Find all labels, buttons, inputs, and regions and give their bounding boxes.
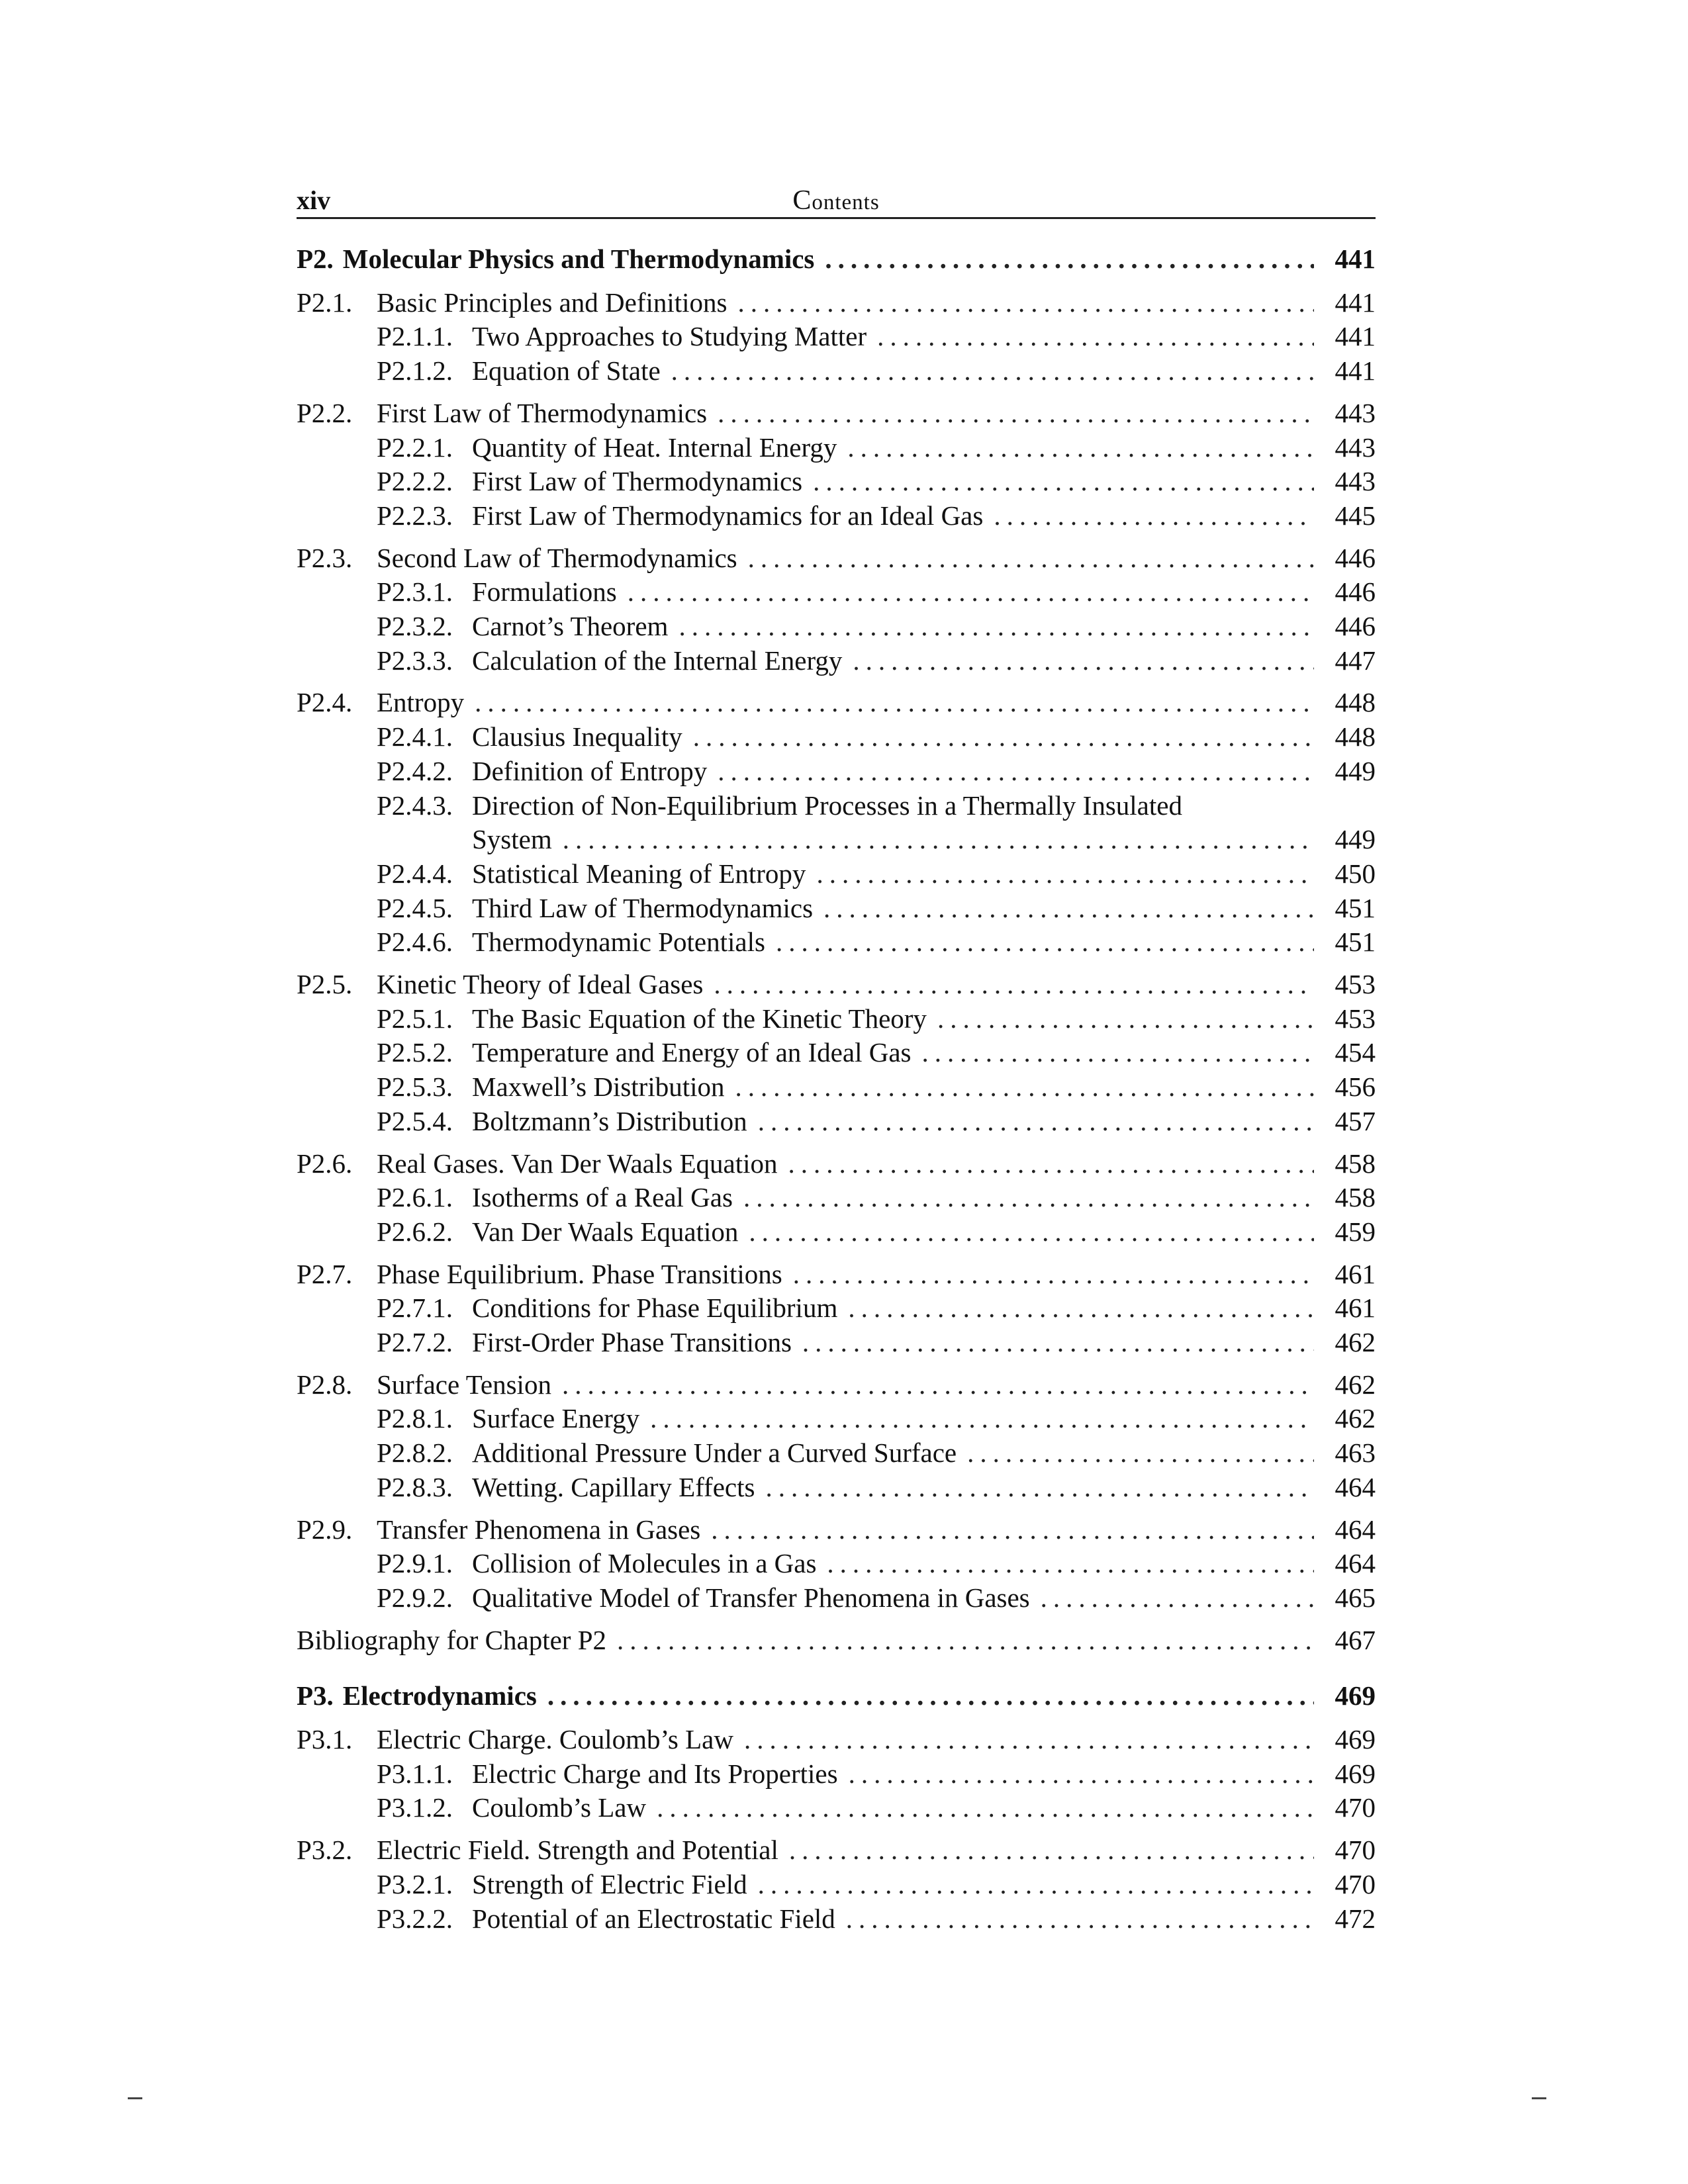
section-title: Electric Field. Strength and Potential (377, 1835, 778, 1866)
page-ref: 470 (1335, 1868, 1376, 1899)
toc-section[interactable] (297, 285, 1376, 320)
toc-section[interactable] (297, 1722, 1376, 1756)
subsection-number: P2.8.2. (377, 1437, 453, 1469)
subsection-title: Collision of Molecules in a Gas (472, 1548, 817, 1579)
subsection-number: P2.4.4. (377, 858, 453, 889)
subsection-number: P2.1.2. (377, 355, 453, 387)
leader-dots (718, 754, 1314, 788)
subsection-title: First Law of Thermodynamics for an Ideal Gas (472, 500, 984, 531)
page-ref: 464 (1335, 1548, 1376, 1579)
toc-subsection[interactable] (297, 430, 1376, 465)
subsection-title-continued: System (472, 824, 552, 855)
leader-dots (853, 643, 1314, 678)
toc-subsection[interactable] (297, 788, 1376, 823)
toc-subsection[interactable] (297, 1069, 1376, 1104)
subsection-title: Conditions for Phase Equilibrium (472, 1293, 838, 1324)
leader-dots (848, 1291, 1314, 1325)
section-title: Entropy (377, 687, 465, 718)
toc-subsection[interactable] (297, 643, 1376, 678)
leader-dots (789, 1833, 1314, 1867)
leader-dots (671, 353, 1314, 388)
leader-dots (793, 1257, 1314, 1291)
subsection-title: Boltzmann’s Distribution (472, 1105, 747, 1136)
subsection-title: Van Der Waals Equation (472, 1216, 739, 1247)
toc-section[interactable] (297, 1512, 1376, 1547)
subsection-number: P3.1.2. (377, 1792, 453, 1823)
running-head (297, 184, 1376, 219)
page-ref: 458 (1335, 1148, 1376, 1179)
page-ref: 461 (1335, 1293, 1376, 1324)
toc-subsection[interactable] (297, 1035, 1376, 1069)
bibliography-title: Bibliography for Chapter P2 (297, 1624, 607, 1655)
leader-dots (846, 1901, 1314, 1936)
toc-subsection[interactable] (297, 719, 1376, 754)
leader-dots (758, 1104, 1314, 1138)
subsection-number: P2.2.3. (377, 500, 453, 531)
leader-dots (718, 396, 1314, 430)
subsection-title: Wetting. Capillary Effects (472, 1471, 755, 1502)
toc-subsection[interactable] (297, 353, 1376, 388)
page-ref: 464 (1335, 1514, 1376, 1545)
toc-subsection[interactable] (297, 1790, 1376, 1825)
page-ref: 454 (1335, 1037, 1376, 1068)
page-ref: 446 (1335, 611, 1376, 641)
page-ref: 449 (1335, 824, 1376, 855)
section-title: Surface Tension (377, 1369, 551, 1400)
toc-subsection[interactable] (297, 1001, 1376, 1036)
subsection-title: Temperature and Energy of an Ideal Gas (472, 1037, 912, 1068)
leader-dots (693, 719, 1314, 754)
subsection-title: First Law of Thermodynamics (472, 466, 803, 497)
leader-dots (475, 685, 1314, 719)
subsection-number: P2.4.3. (377, 790, 453, 821)
page-ref: 441 (1335, 321, 1376, 352)
toc-subsection[interactable] (297, 319, 1376, 353)
subsection-title: Equation of State (472, 355, 661, 387)
subsection-number: P2.8.3. (377, 1471, 453, 1502)
page-ref: 470 (1335, 1835, 1376, 1866)
page-ref: 443 (1335, 466, 1376, 497)
leader-dots (802, 1325, 1314, 1359)
page-ref: 461 (1335, 1258, 1376, 1289)
page-ref: 445 (1335, 500, 1376, 531)
subsection-title: Direction of Non-Equilibrium Processes in a Thermally Insulated (472, 790, 1182, 821)
page-ref: 459 (1335, 1216, 1376, 1247)
page-ref: 446 (1335, 542, 1376, 573)
page-ref: 462 (1335, 1369, 1376, 1400)
leader-dots (744, 1722, 1314, 1756)
subsection-title: Isotherms of a Real Gas (472, 1182, 733, 1213)
leader-dots (788, 1146, 1314, 1181)
subsection-number: P3.1.1. (377, 1758, 453, 1789)
subsection-number: P2.5.1. (377, 1003, 453, 1034)
toc-subsection[interactable] (297, 464, 1376, 498)
toc-bibliography[interactable] (297, 1623, 1376, 1657)
section-title: First Law of Thermodynamics (377, 397, 708, 428)
toc-section[interactable] (297, 1367, 1376, 1402)
page-ref: 443 (1335, 432, 1376, 463)
chapter-title: Electrodynamics (342, 1680, 537, 1711)
subsection-title: Coulomb’s Law (472, 1792, 647, 1823)
page-ref: 470 (1335, 1792, 1376, 1823)
toc-subsection[interactable] (297, 609, 1376, 643)
subsection-title: Maxwell’s Distribution (472, 1071, 725, 1103)
toc-subsection[interactable] (297, 1546, 1376, 1580)
subsection-number: P2.8.1. (377, 1403, 453, 1434)
page-ref: 467 (1335, 1624, 1376, 1655)
toc-section[interactable] (297, 1257, 1376, 1291)
subsection-number: P2.6.2. (377, 1216, 453, 1247)
crop-mark-right (1532, 2097, 1546, 2099)
leader-dots (827, 1546, 1314, 1580)
page-ref: 441 (1335, 244, 1376, 274)
toc-subsection[interactable] (297, 1756, 1376, 1791)
chapter-number: P3. (297, 1680, 334, 1711)
page-ref: 465 (1335, 1582, 1376, 1613)
toc-subsection[interactable] (297, 1291, 1376, 1325)
section-title: Real Gases. Van Der Waals Equation (377, 1148, 778, 1179)
toc-subsection[interactable] (297, 1180, 1376, 1214)
section-number: P3.2. (297, 1835, 353, 1866)
section-number: P2.9. (297, 1514, 353, 1545)
toc-section[interactable] (297, 541, 1376, 575)
leader-dots (849, 1756, 1314, 1791)
leader-dots (617, 1623, 1314, 1657)
subsection-number: P2.4.1. (377, 721, 453, 752)
subsection-title: Surface Energy (472, 1403, 640, 1434)
leader-dots (847, 430, 1314, 465)
section-number: P2.5. (297, 969, 353, 999)
leader-dots (758, 1867, 1314, 1901)
leader-dots (921, 1035, 1314, 1069)
toc-section[interactable] (297, 967, 1376, 1001)
chapter-title: Molecular Physics and Thermodynamics (342, 244, 815, 274)
page-ref: 456 (1335, 1071, 1376, 1103)
page-ref: 469 (1335, 1724, 1376, 1754)
subsection-title: First-Order Phase Transitions (472, 1327, 792, 1357)
toc-section[interactable] (297, 685, 1376, 719)
toc-subsection[interactable] (297, 1580, 1376, 1615)
leader-dots (738, 285, 1315, 320)
leader-dots (563, 822, 1314, 856)
subsection-number: P2.4.2. (377, 755, 453, 786)
page-ref: 451 (1335, 892, 1376, 923)
subsection-number: P2.9.2. (377, 1582, 453, 1613)
subsection-number: P2.1.1. (377, 321, 453, 352)
subsection-title: Statistical Meaning of Entropy (472, 858, 806, 889)
subsection-number: P2.9.1. (377, 1548, 453, 1579)
section-title: Second Law of Thermodynamics (377, 542, 737, 573)
toc-subsection[interactable] (297, 574, 1376, 609)
section-number: P2.6. (297, 1148, 353, 1179)
leader-dots (825, 242, 1314, 276)
subsection-number: P2.7.1. (377, 1293, 453, 1324)
leader-dots (562, 1367, 1314, 1402)
page-ref: 464 (1335, 1471, 1376, 1502)
subsection-title: Carnot’s Theorem (472, 611, 669, 641)
page-ref: 446 (1335, 576, 1376, 608)
subsection-number: P2.3.3. (377, 645, 453, 676)
subsection-number: P2.5.4. (377, 1105, 453, 1136)
section-title: Transfer Phenomena in Gases (377, 1514, 701, 1545)
page-ref: 441 (1335, 355, 1376, 387)
page-ref: 447 (1335, 645, 1376, 676)
subsection-title: Two Approaches to Studying Matter (472, 321, 867, 352)
leader-dots (813, 464, 1314, 498)
toc-subsection[interactable] (297, 1435, 1376, 1470)
subsection-title: The Basic Equation of the Kinetic Theory (472, 1003, 927, 1034)
toc-subsection[interactable] (297, 891, 1376, 925)
toc-subsection[interactable] (297, 1325, 1376, 1359)
crop-mark-left (128, 2097, 142, 2099)
toc-subsection[interactable] (297, 754, 1376, 788)
page-ref: 472 (1335, 1903, 1376, 1934)
toc-section[interactable] (297, 396, 1376, 430)
subsection-title: Formulations (472, 576, 617, 608)
subsection-number: P2.6.1. (377, 1182, 453, 1213)
leader-dots (1041, 1580, 1314, 1615)
toc-chapter[interactable] (297, 1678, 1376, 1713)
page-ref: 443 (1335, 397, 1376, 428)
subsection-title: Electric Charge and Its Properties (472, 1758, 838, 1789)
page-ref: 462 (1335, 1327, 1376, 1357)
page-ref: 450 (1335, 858, 1376, 889)
page-ref: 469 (1335, 1680, 1376, 1711)
subsection-number: P2.2.2. (377, 466, 453, 497)
leader-dots (748, 541, 1314, 575)
section-number: P2.4. (297, 687, 353, 718)
subsection-title: Clausius Inequality (472, 721, 682, 752)
subsection-number: P2.4.6. (377, 927, 453, 958)
toc-subsection[interactable] (297, 1901, 1376, 1936)
subsection-number: P2.2.1. (377, 432, 453, 463)
subsection-title: Strength of Electric Field (472, 1868, 747, 1899)
section-title: Basic Principles and Definitions (377, 287, 727, 318)
page-ref: 457 (1335, 1105, 1376, 1136)
page-ref: 448 (1335, 721, 1376, 752)
leader-dots (679, 609, 1314, 643)
chapter-number: P2. (297, 244, 334, 274)
page-ref: 449 (1335, 755, 1376, 786)
subsection-number: P2.7.2. (377, 1327, 453, 1357)
page-ref: 462 (1335, 1403, 1376, 1434)
section-title: Electric Charge. Coulomb’s Law (377, 1724, 733, 1754)
leader-dots (937, 1001, 1314, 1036)
subsection-title: Thermodynamic Potentials (472, 927, 765, 958)
subsection-title: Quantity of Heat. Internal Energy (472, 432, 837, 463)
page-ref: 469 (1335, 1758, 1376, 1789)
leader-dots (743, 1180, 1314, 1214)
toc-subsection[interactable] (297, 1401, 1376, 1435)
page-ref: 453 (1335, 969, 1376, 999)
leader-dots (776, 925, 1314, 959)
subsection-title: Third Law of Thermodynamics (472, 892, 814, 923)
toc-subsection[interactable] (297, 1867, 1376, 1901)
leader-dots (650, 1401, 1314, 1435)
leader-dots (711, 1512, 1314, 1547)
toc-subsection[interactable] (297, 1470, 1376, 1504)
subsection-title: Qualitative Model of Transfer Phenomena in Gases (472, 1582, 1030, 1613)
toc-subsection[interactable] (297, 856, 1376, 891)
section-title: Phase Equilibrium. Phase Transitions (377, 1258, 782, 1289)
page-ref: 451 (1335, 927, 1376, 958)
subsection-number: P2.5.3. (377, 1071, 453, 1103)
toc-section[interactable] (297, 1146, 1376, 1181)
leader-dots (657, 1790, 1314, 1825)
section-title: Kinetic Theory of Ideal Gases (377, 969, 704, 999)
page-ref: 453 (1335, 1003, 1376, 1034)
leader-dots (735, 1069, 1314, 1104)
leader-dots (994, 498, 1314, 533)
subsection-number: P2.4.5. (377, 892, 453, 923)
leader-dots (877, 319, 1314, 353)
leader-dots (628, 574, 1314, 609)
toc-subsection[interactable] (297, 1214, 1376, 1249)
toc-subsection[interactable] (297, 498, 1376, 533)
leader-dots (765, 1470, 1314, 1504)
page-number: xiv (297, 185, 331, 215)
subsection-number: P3.2.2. (377, 1903, 453, 1934)
toc-chapter[interactable] (297, 242, 1376, 276)
subsection-title: Potential of an Electrostatic Field (472, 1903, 835, 1934)
page-ref: 448 (1335, 687, 1376, 718)
subsection-number: P2.3.2. (377, 611, 453, 641)
section-number: P2.2. (297, 397, 353, 428)
leader-dots (714, 967, 1314, 1001)
subsection-title: Additional Pressure Under a Curved Surface (472, 1437, 957, 1469)
leader-dots (967, 1435, 1314, 1470)
subsection-number: P3.2.1. (377, 1868, 453, 1899)
running-title: Contents (792, 185, 880, 216)
section-number: P2.3. (297, 542, 353, 573)
section-number: P2.1. (297, 287, 353, 318)
toc-subsection[interactable] (297, 1104, 1376, 1138)
section-number: P2.7. (297, 1258, 353, 1289)
subsection-number: P2.5.2. (377, 1037, 453, 1068)
page-ref: 463 (1335, 1437, 1376, 1469)
subsection-title: Definition of Entropy (472, 755, 708, 786)
section-number: P2.8. (297, 1369, 353, 1400)
toc-section[interactable] (297, 1833, 1376, 1867)
subsection-title: Calculation of the Internal Energy (472, 645, 843, 676)
leader-dots (823, 891, 1314, 925)
subsection-number: P2.3.1. (377, 576, 453, 608)
section-number: P3.1. (297, 1724, 353, 1754)
toc-subsection[interactable] (297, 925, 1376, 959)
leader-dots (547, 1678, 1314, 1713)
leader-dots (749, 1214, 1314, 1249)
leader-dots (816, 856, 1314, 891)
page-ref: 441 (1335, 287, 1376, 318)
page-ref: 458 (1335, 1182, 1376, 1213)
toc-subsection-continued[interactable] (297, 822, 1376, 856)
